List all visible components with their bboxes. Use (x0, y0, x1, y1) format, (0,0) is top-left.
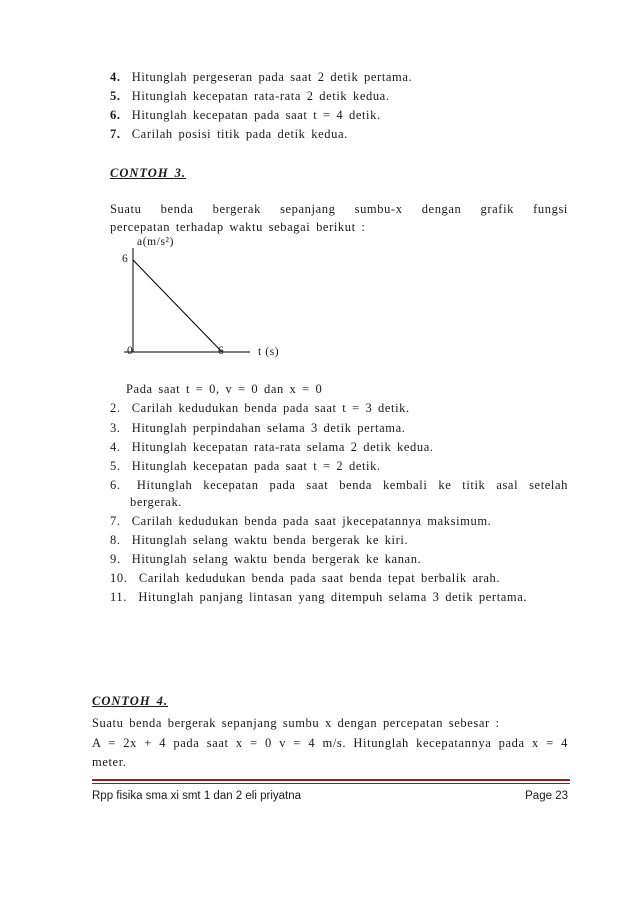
contoh3-intro-line1: Suatu benda bergerak sepanjang sumbu-x dengan grafik fungsi (110, 202, 568, 216)
graph-line (133, 260, 222, 352)
x-tick-label: 6 (218, 345, 225, 357)
list-item: 6. Hitunglah kecepatan pada saat benda kembali ke titik asal setelah (110, 478, 568, 492)
list-item: 10. Carilah kedudukan benda pada saat benda tepat berbalik arah. (110, 571, 501, 585)
list-item: 6. Hitunglah kecepatan pada saat t = 4 detik. (110, 108, 381, 122)
contoh4-heading: CONTOH 4. (92, 694, 169, 708)
contoh4-line3: meter. (92, 755, 127, 769)
y-tick-label: 6 (122, 253, 129, 265)
origin-label: 0 (127, 345, 134, 357)
list-item: 7. Carilah kedudukan benda pada saat jkecepatannya maksimum. (110, 514, 492, 528)
list-item: 7. Carilah posisi titik pada detik kedua. (110, 127, 348, 141)
list-item: 5. Hitunglah kecepatan rata-rata 2 detik kedua. (110, 89, 390, 103)
contoh4-line2: A = 2x + 4 pada saat x = 0 v = 4 m/s. Hitunglah kecepatannya pada x = 4 (92, 736, 568, 750)
list-item: 11. Hitunglah panjang lintasan yang ditempuh selama 3 detik pertama. (110, 590, 528, 604)
contoh3-intro-line2: percepatan terhadap waktu sebagai berikut : (110, 220, 366, 234)
footer-left: Rpp fisika sma xi smt 1 dan 2 eli priyatna (92, 790, 302, 802)
y-axis-label: a(m/s²) (137, 236, 175, 248)
footer-rule-thin (92, 783, 570, 784)
list-item: 4. Hitunglah pergeseran pada saat 2 detik pertama. (110, 70, 413, 84)
list-item-continuation: bergerak. (130, 495, 183, 509)
list-item: 3. Hitunglah perpindahan selama 3 detik pertama. (110, 421, 406, 435)
list-item: 4. Hitunglah kecepatan rata-rata selama 2 detik kedua. (110, 440, 434, 454)
list-item: 2. Carilah kedudukan benda pada saat t = 3 detik. (110, 401, 410, 415)
initial-condition: Pada saat t = 0, v = 0 dan x = 0 (126, 382, 323, 396)
footer-rule (92, 779, 570, 781)
page-number: Page 23 (525, 790, 568, 802)
list-item: 9. Hitunglah selang waktu benda bergerak ke kanan. (110, 552, 422, 566)
x-axis-label: t (s) (258, 346, 280, 358)
contoh4-line1: Suatu benda bergerak sepanjang sumbu x dengan percepatan sebesar : (92, 716, 500, 730)
list-item: 8. Hitunglah selang waktu benda bergerak ke kiri. (110, 533, 409, 547)
list-item: 5. Hitunglah kecepatan pada saat t = 2 detik. (110, 459, 381, 473)
contoh3-heading: CONTOH 3. (110, 166, 187, 180)
